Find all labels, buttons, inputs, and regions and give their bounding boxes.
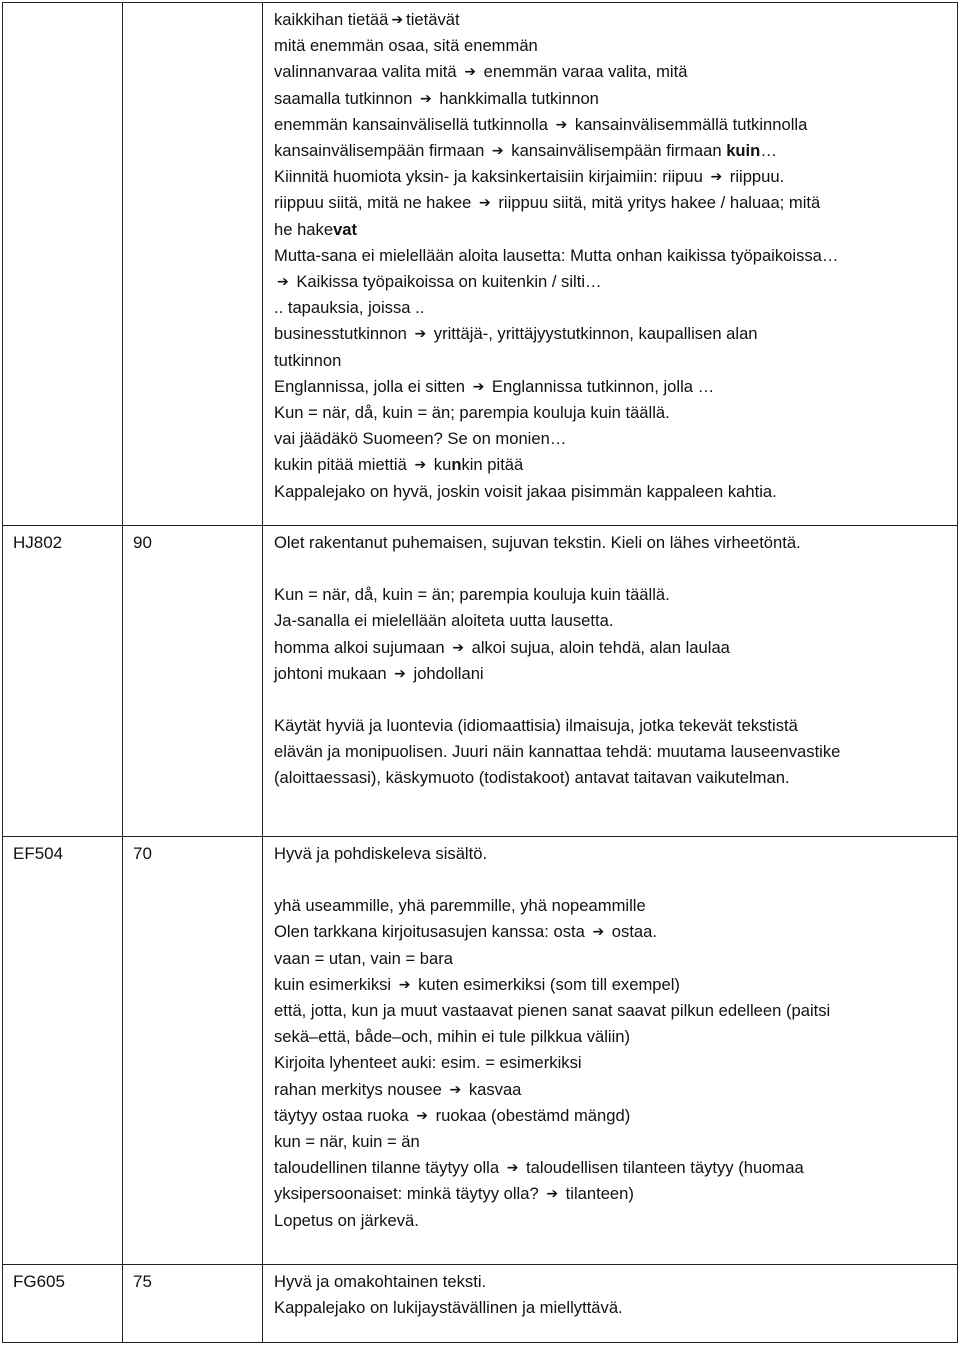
feedback-line xyxy=(274,608,949,634)
line-text: Käytät hyviä ja luontevia (idiomaattisia) ilmaisuja, jotka tekevät tekstistä xyxy=(274,716,798,736)
feedback-line xyxy=(274,919,949,945)
feedback-line xyxy=(274,112,949,138)
line-text: riippuu. xyxy=(725,167,785,187)
feedback-line xyxy=(274,86,949,112)
line-text: alkoi sujua, aloin tehdä, alan laulaa xyxy=(466,637,730,657)
feedback-line xyxy=(274,1024,949,1050)
line-text: tietävät xyxy=(406,10,460,29)
feedback-line xyxy=(274,893,949,919)
line-text: kansainvälisemmällä tutkinnolla xyxy=(570,114,808,134)
line-text: tutkinnon xyxy=(274,350,342,370)
line-text: Ja-sanalla ei mielellään aloiteta uutta lausetta. xyxy=(274,611,614,631)
feedback-line xyxy=(274,138,949,164)
feedback-line xyxy=(274,1129,949,1155)
arrow-right-icon: ➔ xyxy=(592,923,605,940)
feedback-line xyxy=(274,7,949,33)
arrow-right-icon: ➔ xyxy=(464,63,476,80)
feedback-cell xyxy=(263,1265,958,1343)
feedback-line xyxy=(274,1208,949,1234)
feedback-line xyxy=(274,400,949,426)
feedback-table xyxy=(2,2,958,1343)
line-text: yhä useammille, yhä paremmille, yhä nopeammille xyxy=(274,896,646,916)
arrow-right-icon: ➔ xyxy=(710,168,723,185)
arrow-right-icon: ➔ xyxy=(506,1159,519,1176)
arrow-right-icon: ➔ xyxy=(398,975,411,992)
feedback-line xyxy=(274,348,949,374)
arrow-right-icon: ➔ xyxy=(414,456,427,473)
line-text: kansainvälisempään firmaan xyxy=(506,141,727,161)
feedback-line xyxy=(274,190,949,216)
feedback-line xyxy=(274,321,949,347)
line-text: vaan = utan, vain = bara xyxy=(274,948,453,968)
line-text: Kun = när, då, kuin = än; parempia kouluja kuin täällä. xyxy=(274,585,670,605)
feedback-line xyxy=(274,1103,949,1129)
feedback-line xyxy=(274,452,949,478)
student-id-cell: HJ802 xyxy=(3,526,123,837)
feedback-line xyxy=(274,661,949,687)
arrow-right-icon: ➔ xyxy=(391,11,404,27)
feedback-line xyxy=(274,765,949,791)
line-text: Olen tarkkana kirjoitusasujen kanssa: osta xyxy=(274,922,590,942)
feedback-line xyxy=(274,164,949,190)
line-text: että, jotta, kun ja muut vastaavat pienen sanat saavat pilkun edelleen (paitsi xyxy=(274,1001,831,1021)
line-text: vai jäädäkö Suomeen? Se on monien… xyxy=(274,429,567,449)
arrow-right-icon: ➔ xyxy=(394,664,406,681)
arrow-right-icon: ➔ xyxy=(491,142,504,159)
feedback-line xyxy=(274,269,949,295)
feedback-line xyxy=(274,1155,949,1181)
line-text: elävän ja monipuolisen. Juuri näin kannattaa tehdä: muutama lauseenvastike xyxy=(274,742,841,762)
line-text: he hake xyxy=(274,219,334,239)
arrow-right-icon: ➔ xyxy=(277,273,289,290)
score-cell: 90 xyxy=(123,526,263,837)
arrow-right-icon: ➔ xyxy=(416,1106,429,1123)
line-text: kun = när, kuin = än xyxy=(274,1132,420,1152)
line-text: ku xyxy=(429,455,452,475)
feedback-line xyxy=(274,1269,949,1295)
feedback-line xyxy=(274,713,949,739)
line-text: Mutta-sana ei mielellään aloita lausetta: Mutta onhan kaikissa työpaikoissa… xyxy=(274,245,839,265)
bold-text: kuin xyxy=(726,141,761,161)
line-text: Olet rakentanut puhemaisen, sujuvan tekstin. Kieli on lähes virheetöntä. xyxy=(274,533,801,552)
line-text: yksipersoonaiset: minkä täytyy olla? xyxy=(274,1184,544,1204)
bold-text: vat xyxy=(333,219,358,239)
arrow-right-icon: ➔ xyxy=(414,325,427,342)
line-text: kuten esimerkiksi (som till exempel) xyxy=(413,974,680,994)
feedback-line xyxy=(274,998,949,1024)
line-text: riippuu siitä, mitä yritys hakee / haluaa; mitä xyxy=(493,193,821,213)
line-text: Kappalejako on hyvä, joskin voisit jakaa pisimmän kappaleen kahtia. xyxy=(274,481,777,501)
line-text: Kappalejako on lukijaystävällinen ja miellyttävä. xyxy=(274,1298,623,1318)
line-text: kansainvälisempään firmaan xyxy=(274,141,489,161)
feedback-line xyxy=(274,426,949,452)
line-text: kuin esimerkiksi xyxy=(274,974,396,994)
line-text: yrittäjä-, yrittäjyystutkinnon, kaupallisen alan xyxy=(429,324,758,344)
line-text: enemmän kansainvälisellä tutkinnolla xyxy=(274,114,553,134)
line-text: Lopetus on järkevä. xyxy=(274,1210,419,1230)
arrow-right-icon: ➔ xyxy=(419,89,432,106)
arrow-right-icon: ➔ xyxy=(452,638,464,655)
line-text: täytyy ostaa ruoka xyxy=(274,1105,414,1125)
line-text: homma alkoi sujumaan xyxy=(274,637,450,657)
feedback-line xyxy=(274,582,949,608)
feedback-cell xyxy=(263,837,958,1265)
line-text: taloudellinen tilanne täytyy olla xyxy=(274,1158,504,1178)
feedback-line xyxy=(274,841,949,867)
feedback-line xyxy=(274,635,949,661)
score-cell: 70 xyxy=(123,837,263,1265)
line-text: hankkimalla tutkinnon xyxy=(434,88,599,108)
feedback-line xyxy=(274,217,949,243)
feedback-line xyxy=(274,59,949,85)
feedback-line xyxy=(274,374,949,400)
line-text: (aloittaessasi), käskymuoto (todistakoot) antavat taitavan vaikutelman. xyxy=(274,768,790,788)
line-text: sekä–että, både–och, mihin ei tule pilkkua väliin) xyxy=(274,1027,631,1047)
arrow-right-icon: ➔ xyxy=(449,1080,462,1097)
line-text: Hyvä ja omakohtainen teksti. xyxy=(274,1272,487,1291)
line-text: kukin pitää miettiä xyxy=(274,455,412,475)
line-text: businesstutkinnon xyxy=(274,324,412,344)
table-row xyxy=(3,526,958,837)
feedback-cell xyxy=(263,3,958,526)
line-text: Englannissa tutkinnon, jolla … xyxy=(487,376,715,396)
feedback-line xyxy=(274,972,949,998)
line-text: taloudellisen tilanteen täytyy (huomaa xyxy=(521,1158,804,1178)
table-row xyxy=(3,1265,958,1343)
feedback-line xyxy=(274,33,949,59)
arrow-right-icon: ➔ xyxy=(479,194,491,211)
line-text: Englannissa, jolla ei sitten xyxy=(274,376,470,396)
line-text: mitä enemmän osaa, sitä enemmän xyxy=(274,36,538,56)
line-text: saamalla tutkinnon xyxy=(274,88,417,108)
line-text: ostaa. xyxy=(607,922,658,942)
arrow-right-icon: ➔ xyxy=(472,377,485,394)
bold-text: n xyxy=(451,455,462,475)
paragraph-gap xyxy=(274,556,949,582)
line-text: Kaikissa työpaikoissa on kuitenkin / silti… xyxy=(291,272,602,292)
score-cell xyxy=(123,3,263,526)
student-id-cell: FG605 xyxy=(3,1265,123,1343)
paragraph-gap xyxy=(274,687,949,713)
table-row xyxy=(3,3,958,526)
line-text: .. tapauksia, joissa .. xyxy=(274,298,425,318)
feedback-line xyxy=(274,479,949,505)
arrow-right-icon: ➔ xyxy=(555,115,568,132)
paragraph-gap xyxy=(274,867,949,893)
student-id-cell xyxy=(3,3,123,526)
line-text: Kirjoita lyhenteet auki: esim. = esimerkiksi xyxy=(274,1053,582,1073)
line-text: rahan merkitys nousee xyxy=(274,1079,447,1099)
feedback-cell xyxy=(263,526,958,837)
line-text: riippuu siitä, mitä ne hakee xyxy=(274,193,477,213)
feedback-line xyxy=(274,946,949,972)
line-text: Hyvä ja pohdiskeleva sisältö. xyxy=(274,844,488,863)
line-text: … xyxy=(760,141,777,161)
feedback-line xyxy=(274,739,949,765)
line-text: johdollani xyxy=(408,663,484,683)
line-text: tilanteen) xyxy=(561,1184,634,1204)
line-text: johtoni mukaan xyxy=(274,663,392,683)
score-cell: 75 xyxy=(123,1265,263,1343)
feedback-line xyxy=(274,530,949,556)
line-text: ruokaa (obestämd mängd) xyxy=(431,1105,631,1125)
feedback-line xyxy=(274,1181,949,1207)
feedback-line xyxy=(274,1295,949,1321)
feedback-line xyxy=(274,1050,949,1076)
feedback-line xyxy=(274,295,949,321)
table-row xyxy=(3,837,958,1265)
student-id-cell: EF504 xyxy=(3,837,123,1265)
feedback-line xyxy=(274,243,949,269)
line-text: kaikkihan tietää xyxy=(274,10,389,29)
arrow-right-icon: ➔ xyxy=(546,1185,559,1202)
feedback-line xyxy=(274,1077,949,1103)
line-text: kin pitää xyxy=(461,455,524,475)
line-text: Kiinnitä huomiota yksin- ja kaksinkertaisiin kirjaimiin: riipuu xyxy=(274,167,708,187)
line-text: enemmän varaa valita, mitä xyxy=(478,62,688,82)
line-text: kasvaa xyxy=(464,1079,522,1099)
line-text: Kun = när, då, kuin = än; parempia kouluja kuin täällä. xyxy=(274,403,670,423)
line-text: valinnanvaraa valita mitä xyxy=(274,62,462,82)
